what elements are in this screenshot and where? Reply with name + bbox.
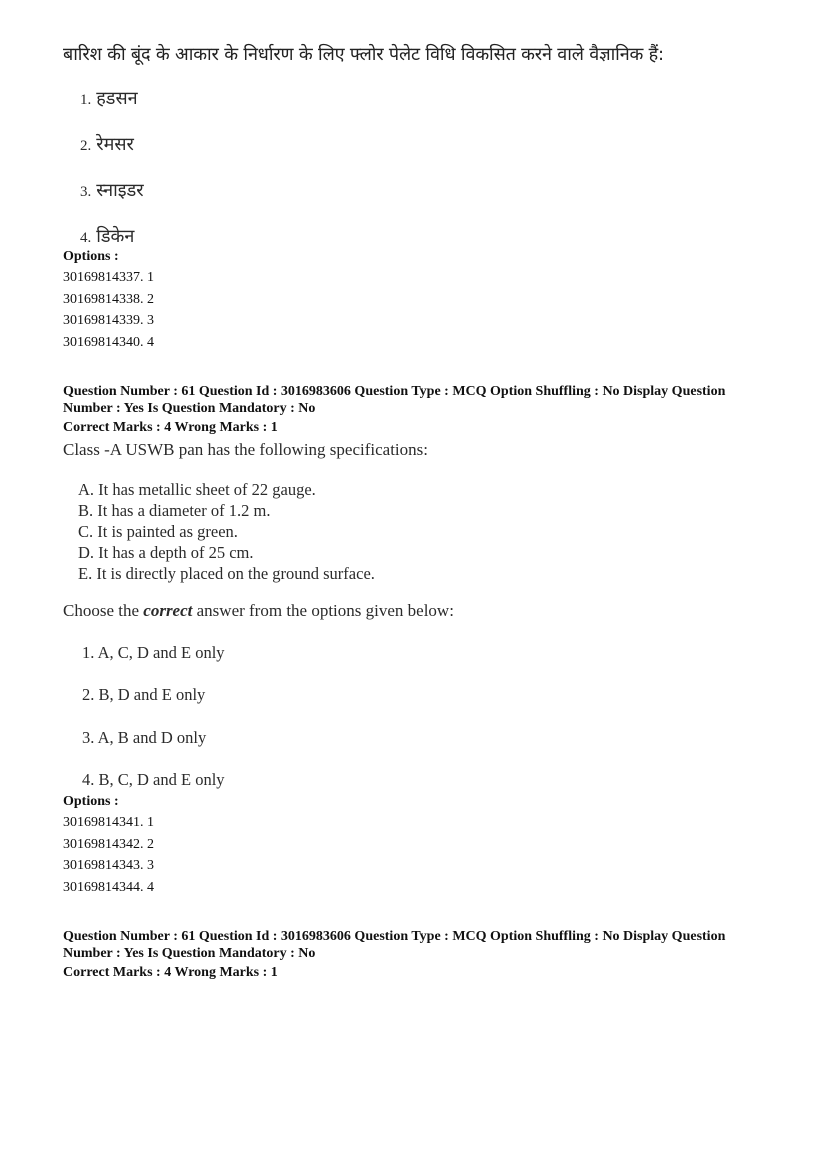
option-id-list [63, 267, 154, 354]
question-text-hindi: बारिश की बूंद के आकार के निर्धारण के लिए फ्लोर पेलेट विधि विकसित करने वाले वैज्ञानिक हैं: [63, 44, 664, 65]
option-id-list [63, 812, 154, 899]
choice-item: 2. B, D and E only [82, 685, 206, 705]
choice-list [82, 641, 225, 810]
statement-list [78, 479, 375, 584]
statement-item: D. It has a depth of 25 cm. [78, 543, 254, 562]
question-meta-line: Number : Yes Is Question Mandatory : No [63, 946, 316, 961]
question-meta [63, 928, 773, 981]
hindi-choice-4: 4. डिकेन [80, 226, 135, 247]
instruction-text: Choose the correct answer from the options given below: [63, 601, 454, 620]
option-id-row: 30169814337. 1 [63, 270, 154, 285]
choice-item: 4. B, C, D and E only [82, 769, 225, 789]
option-id-row: 30169814339. 3 [63, 313, 154, 329]
question-meta [63, 383, 773, 436]
options-heading: Options : [63, 794, 119, 809]
hindi-choice-1: 1. हडसन [80, 88, 138, 109]
statement-item: E. It is directly placed on the ground surface. [78, 564, 375, 583]
statement-item: A. It has metallic sheet of 22 gauge. [78, 480, 316, 499]
emphasis-correct: correct [143, 601, 193, 620]
question-stem: Class -A USWB pan has the following specifications: [63, 440, 428, 459]
statement-item: C. It is painted as green. [78, 522, 238, 541]
marks-line: Correct Marks : 4 Wrong Marks : 1 [63, 965, 278, 980]
marks-line: Correct Marks : 4 Wrong Marks : 1 [63, 420, 278, 435]
hindi-choice-3: 3. स्नाइडर [80, 180, 144, 201]
hindi-choice-list [80, 86, 144, 270]
choice-item: 3. A, B and D only [82, 727, 207, 747]
question-meta-line: Number : Yes Is Question Mandatory : No [63, 401, 316, 416]
option-id-row: 30169814340. 4 [63, 335, 154, 351]
option-id-row: 30169814338. 2 [63, 291, 154, 307]
statement-item: B. It has a diameter of 1.2 m. [78, 501, 271, 520]
option-id-row: 30169814344. 4 [63, 880, 154, 896]
hindi-choice-2: 2. रेमसर [80, 134, 134, 155]
option-id-row: 30169814343. 3 [63, 858, 154, 874]
option-id-row: 30169814341. 1 [63, 815, 154, 830]
options-heading: Options : [63, 249, 119, 264]
option-id-row: 30169814342. 2 [63, 836, 154, 852]
question-meta-line: Question Number : 61 Question Id : 3016983606 Question Type : MCQ Option Shuffling : No Display Question [63, 384, 726, 399]
choice-item: 1. A, C, D and E only [82, 643, 225, 662]
question-meta-line: Question Number : 61 Question Id : 3016983606 Question Type : MCQ Option Shuffling : No Display Question [63, 929, 726, 944]
